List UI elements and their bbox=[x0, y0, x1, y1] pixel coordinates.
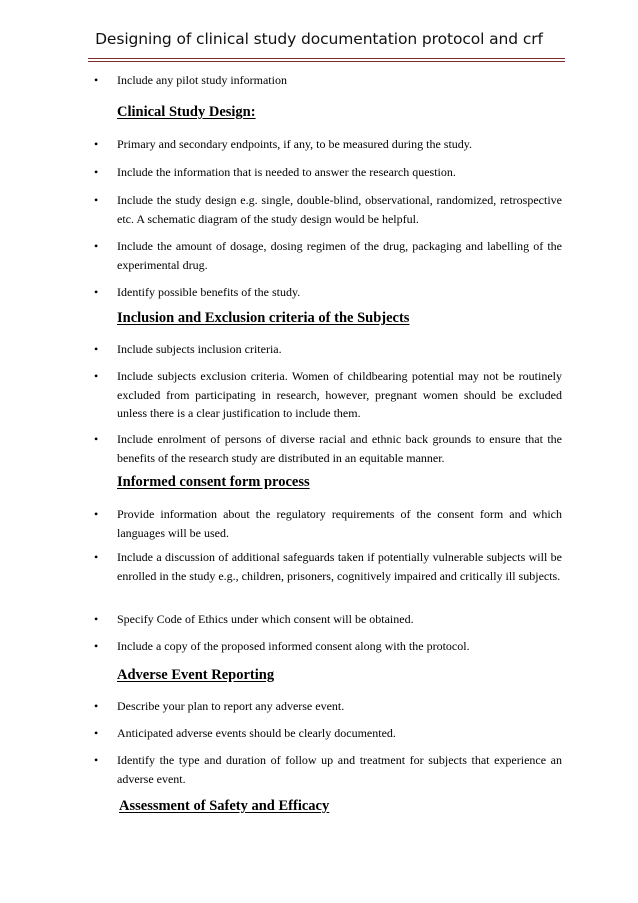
bullet-icon: • bbox=[94, 726, 99, 740]
bullet-icon: • bbox=[94, 369, 99, 383]
list-item: Primary and secondary endpoints, if any, to be measured during the study. bbox=[117, 137, 473, 151]
list-item: Include subjects exclusion criteria. Women of childbearing potential may not be routinely excluded from participating in research, however, pregnant women should be excluded unless there is a clear justification to include them. bbox=[117, 369, 562, 420]
section-heading-criteria: Inclusion and Exclusion criteria of the Subjects bbox=[117, 310, 410, 326]
bullet-icon: • bbox=[94, 342, 99, 356]
bullet-icon: • bbox=[94, 699, 99, 713]
list-item: Include subjects inclusion criteria. bbox=[117, 342, 282, 356]
list-item: Specify Code of Ethics under which consent will be obtained. bbox=[117, 612, 414, 626]
list-item: Include enrolment of persons of diverse racial and ethnic back grounds to ensure that the benefits of the research study are distributed in an equitable manner. bbox=[117, 432, 562, 465]
section-heading-safety: Assessment of Safety and Efficacy bbox=[119, 798, 330, 814]
section-heading-adverse: Adverse Event Reporting bbox=[117, 667, 275, 683]
bullet-icon: • bbox=[94, 639, 99, 653]
bullet-icon: • bbox=[94, 239, 99, 253]
bullet-icon: • bbox=[94, 165, 99, 179]
header-rule bbox=[88, 58, 565, 59]
bullet-icon: • bbox=[94, 73, 99, 87]
bullet-icon: • bbox=[94, 507, 99, 521]
list-item: Include the amount of dosage, dosing regimen of the drug, packaging and labelling of the experimental drug. bbox=[117, 239, 562, 272]
bullet-icon: • bbox=[94, 285, 99, 299]
header-rule-thin bbox=[88, 61, 565, 62]
bullet-icon: • bbox=[94, 193, 99, 207]
list-item: Include a copy of the proposed informed consent along with the protocol. bbox=[117, 639, 470, 653]
list-item: Identify the type and duration of follow up and treatment for subjects that experience an adverse event. bbox=[117, 753, 562, 786]
bullet-icon: • bbox=[94, 753, 99, 767]
bullet-icon: • bbox=[94, 432, 99, 446]
list-item: Include a discussion of additional safeguards taken if potentially vulnerable subjects will be enrolled in the study e.g., children, prisoners, cognitively impaired and critically ill subjects. bbox=[117, 550, 562, 583]
list-item: Include any pilot study information bbox=[117, 73, 287, 87]
bullet-icon: • bbox=[94, 550, 99, 564]
list-item: Provide information about the regulatory requirements of the consent form and which languages will be used. bbox=[117, 507, 562, 540]
list-item: Include the study design e.g. single, double-blind, observational, randomized, retrospective etc. A schematic diagram of the study design would be helpful. bbox=[117, 193, 562, 226]
bullet-icon: • bbox=[94, 137, 99, 151]
bullet-icon: • bbox=[94, 612, 99, 626]
list-item: Describe your plan to report any adverse event. bbox=[117, 699, 345, 713]
section-heading-design: Clinical Study Design: bbox=[117, 104, 256, 120]
list-item: Identify possible benefits of the study. bbox=[117, 285, 301, 299]
list-item: Anticipated adverse events should be clearly documented. bbox=[117, 726, 396, 740]
list-item: Include the information that is needed to answer the research question. bbox=[117, 165, 456, 179]
section-heading-consent: Informed consent form process bbox=[117, 474, 310, 490]
page-header-title: Designing of clinical study documentation protocol and crf bbox=[95, 30, 543, 48]
